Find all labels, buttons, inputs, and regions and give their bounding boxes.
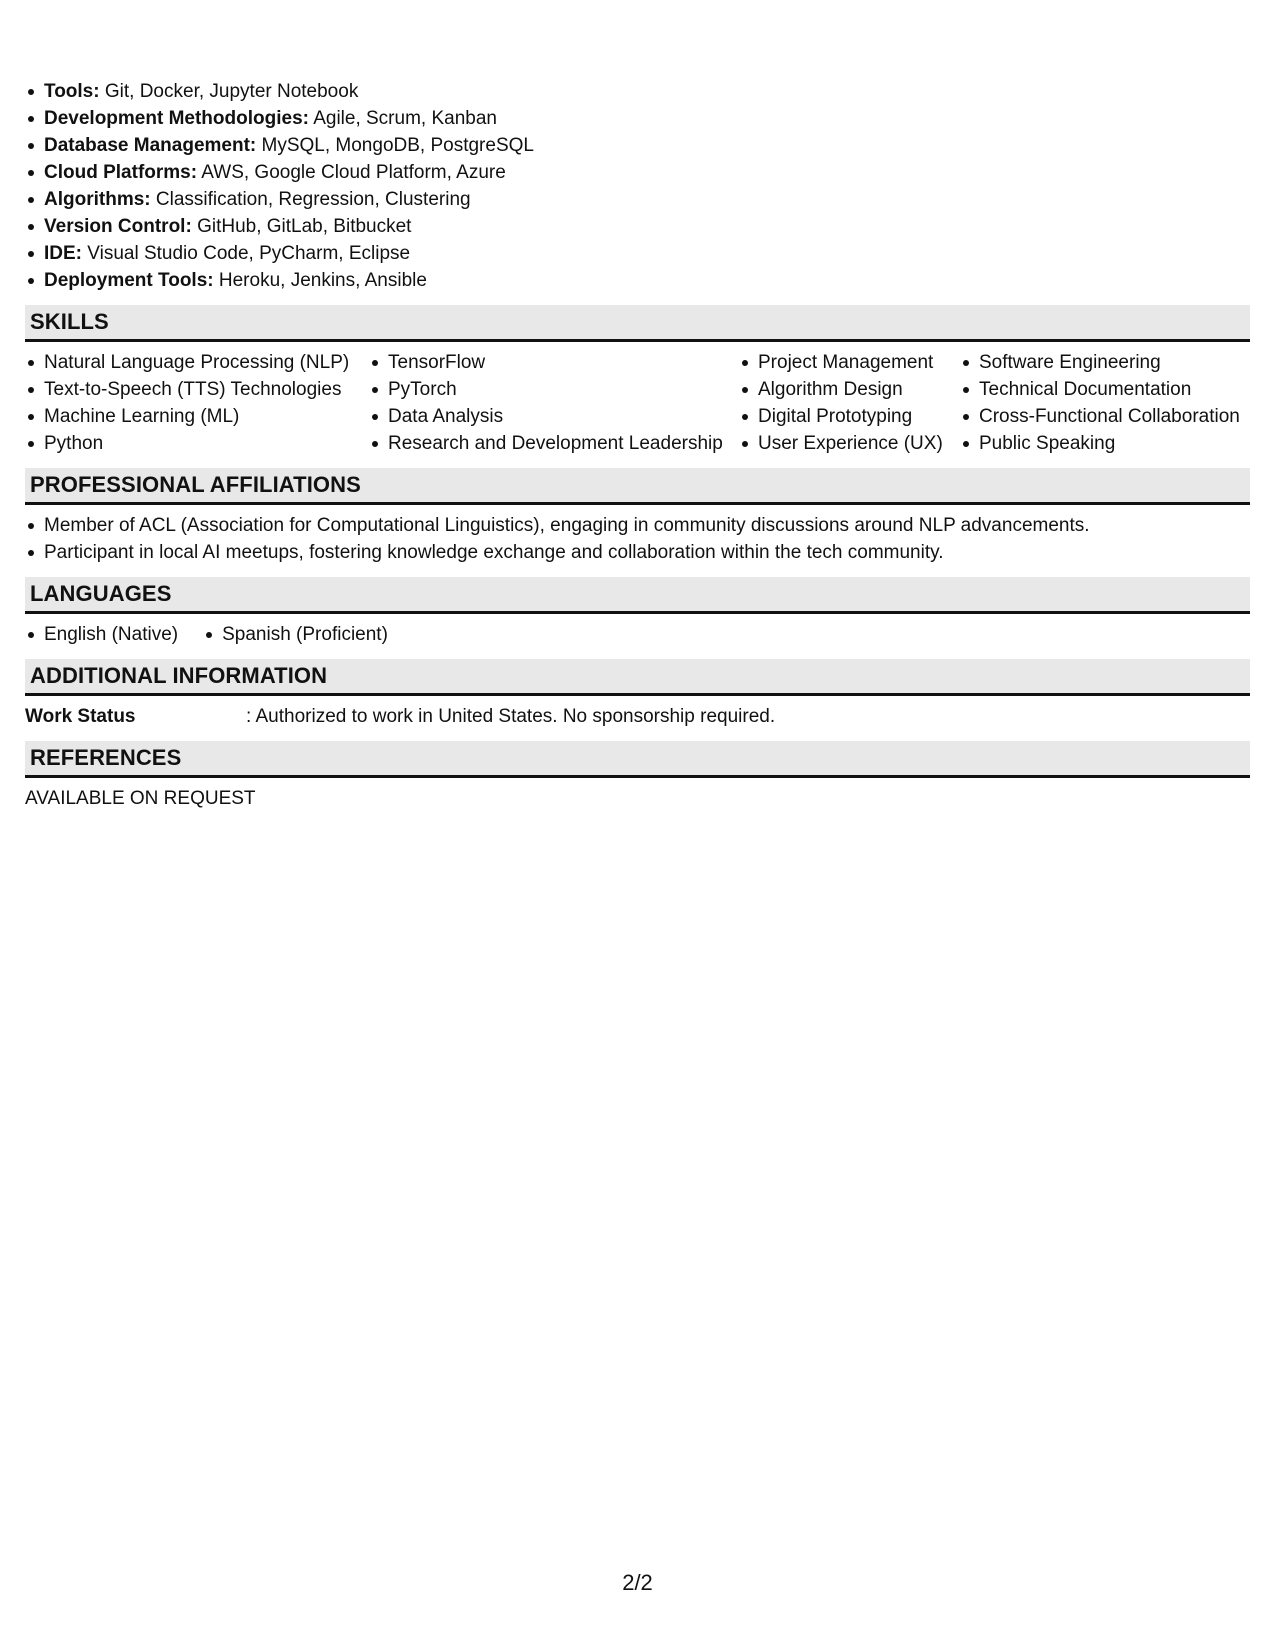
list-item: Participant in local AI meetups, fostering knowledge exchange and collaboration within the tech community. [25, 539, 1250, 566]
language-item: English (Native) [25, 621, 178, 648]
skills-grid [25, 349, 1250, 457]
list-item: Cloud Platforms: AWS, Google Cloud Platform, Azure [25, 159, 1250, 186]
list-item: Deployment Tools: Heroku, Jenkins, Ansible [25, 267, 1250, 294]
skills-column [739, 349, 960, 457]
skill-item: Data Analysis [369, 403, 739, 430]
affiliations-section-header [25, 468, 1250, 505]
additional-info-section-header [25, 659, 1250, 696]
list-item: Member of ACL (Association for Computational Linguistics), engaging in community discussions around NLP advancements. [25, 512, 1250, 539]
skill-item: Text-to-Speech (TTS) Technologies [25, 376, 369, 403]
section-title: PROFESSIONAL AFFILIATIONS [30, 472, 361, 497]
skill-item: User Experience (UX) [739, 430, 960, 457]
skill-item: Algorithm Design [739, 376, 960, 403]
list-item: Algorithms: Classification, Regression, Clustering [25, 186, 1250, 213]
skills-section-header [25, 305, 1250, 342]
list-item: IDE: Visual Studio Code, PyCharm, Eclipse [25, 240, 1250, 267]
skill-item: Software Engineering [960, 349, 1250, 376]
section-title: SKILLS [30, 309, 109, 334]
references-text: AVAILABLE ON REQUEST [25, 788, 256, 809]
list-item: Tools: Git, Docker, Jupyter Notebook [25, 78, 1250, 105]
work-status-row [25, 703, 1250, 730]
resume-page [25, 78, 1250, 813]
skill-item: PyTorch [369, 376, 739, 403]
list-item: Development Methodologies: Agile, Scrum, Kanban [25, 105, 1250, 132]
language-item: Spanish (Proficient) [203, 621, 388, 648]
skill-item: Project Management [739, 349, 960, 376]
skill-item: Public Speaking [960, 430, 1250, 457]
languages-section-header [25, 577, 1250, 614]
skill-item: Technical Documentation [960, 376, 1250, 403]
references-section-header [25, 741, 1250, 778]
skills-column [369, 349, 739, 457]
section-title: LANGUAGES [30, 581, 172, 606]
list-item: Database Management: MySQL, MongoDB, PostgreSQL [25, 132, 1250, 159]
list-item: Version Control: GitHub, GitLab, Bitbucket [25, 213, 1250, 240]
tools-list [25, 78, 1250, 294]
skill-item: Machine Learning (ML) [25, 403, 369, 430]
skill-item: Cross-Functional Collaboration [960, 403, 1250, 430]
work-status-label: Work Status [25, 706, 136, 727]
page-number: 2/2 [622, 1570, 653, 1595]
languages-list [25, 621, 1250, 648]
skill-item: TensorFlow [369, 349, 739, 376]
work-status-value: : Authorized to work in United States. No sponsorship required. [246, 706, 776, 727]
skill-item: Python [25, 430, 369, 457]
skill-item: Research and Development Leadership [369, 430, 739, 457]
skills-column [25, 349, 369, 457]
skill-item: Natural Language Processing (NLP) [25, 349, 369, 376]
skills-column [960, 349, 1250, 457]
section-title: ADDITIONAL INFORMATION [30, 663, 328, 688]
section-title: REFERENCES [30, 745, 182, 770]
skill-item: Digital Prototyping [739, 403, 960, 430]
affiliations-list [25, 512, 1250, 566]
